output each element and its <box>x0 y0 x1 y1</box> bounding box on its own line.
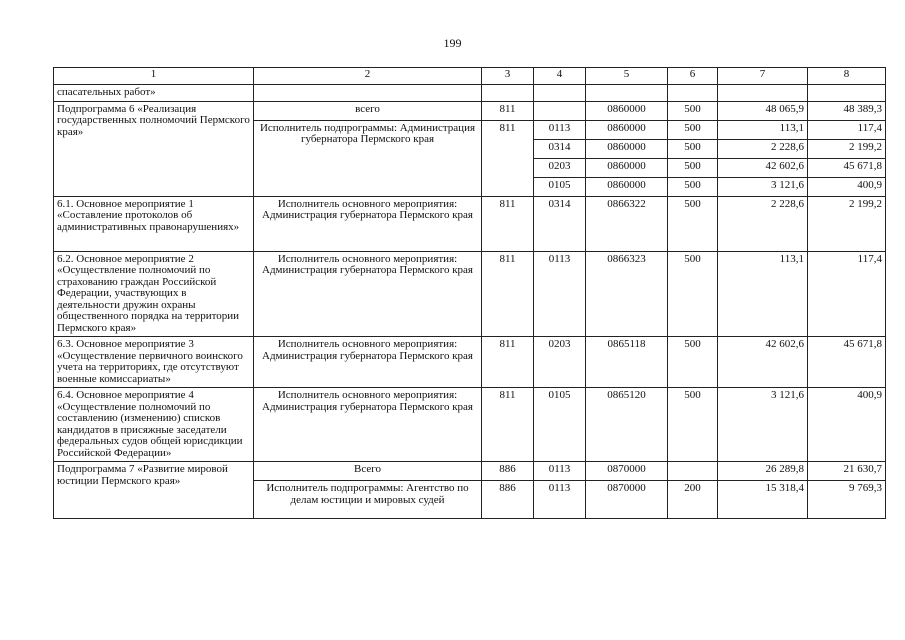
amount-col7: 3 121,6 <box>718 177 808 196</box>
event-executor: Исполнитель основного мероприятия: Администрация губернатора Пермского края <box>254 251 482 337</box>
target-article-code: 0870000 <box>586 481 668 519</box>
event-executor: Исполнитель основного мероприятия: Администрация губернатора Пермского края <box>254 337 482 388</box>
event-row-6-4 <box>54 388 886 462</box>
header-cell: 2 <box>254 68 482 85</box>
section-code: 0113 <box>534 251 586 337</box>
expense-type-code: 500 <box>668 139 718 158</box>
header-row <box>54 68 886 85</box>
amount-col7: 3 121,6 <box>718 388 808 462</box>
target-article-code: 0860000 <box>586 177 668 196</box>
event-name: 6.3. Основное мероприятие 3 «Осуществление первичного воинского учета на территориях, где отсутствуют военные комиссариаты» <box>54 337 254 388</box>
target-article-code: 0865120 <box>586 388 668 462</box>
expense-type-code: 500 <box>668 388 718 462</box>
total-label: Всего <box>254 462 482 481</box>
total-label: всего <box>254 101 482 120</box>
event-executor: Исполнитель основного мероприятия: Администрация губернатора Пермского края <box>254 388 482 462</box>
expense-type-code: 500 <box>668 120 718 139</box>
section-code: 0314 <box>534 139 586 158</box>
section-code: 0105 <box>534 388 586 462</box>
section-code: 0113 <box>534 462 586 481</box>
amount-col8: 21 630,7 <box>808 462 886 481</box>
expense-type-code: 500 <box>668 158 718 177</box>
subprogram-7-total-row <box>54 462 886 481</box>
target-article-code: 0860000 <box>586 158 668 177</box>
amount-col8: 45 671,8 <box>808 337 886 388</box>
amount-col8: 45 671,8 <box>808 158 886 177</box>
event-name: 6.4. Основное мероприятие 4 «Осуществление полномочий по составлению (изменению) списков кандидатов в присяжные заседатели федеральных судов общей юрисдикции Российской Федерации» <box>54 388 254 462</box>
event-executor: Исполнитель основного мероприятия: Администрация губернатора Пермского края <box>254 196 482 251</box>
amount-col7: 2 228,6 <box>718 196 808 251</box>
header-cell: 7 <box>718 68 808 85</box>
section-code <box>534 101 586 120</box>
amount-col8: 117,4 <box>808 120 886 139</box>
amount-col8: 48 389,3 <box>808 101 886 120</box>
amount-col7: 113,1 <box>718 120 808 139</box>
subprogram-6-total-row <box>54 101 886 120</box>
event-name: 6.2. Основное мероприятие 2 «Осуществление полномочий по страхованию граждан Российской Федерации, участвующих в деятельности дружин охраны общественного порядка на территории Пермского края» <box>54 251 254 337</box>
amount-col7: 42 602,6 <box>718 158 808 177</box>
expense-type-code: 200 <box>668 481 718 519</box>
amount-col7: 113,1 <box>718 251 808 337</box>
amount-col7: 42 602,6 <box>718 337 808 388</box>
grbs-code: 811 <box>482 120 534 196</box>
target-article-code: 0866323 <box>586 251 668 337</box>
amount-col7: 26 289,8 <box>718 462 808 481</box>
target-article-code: 0865118 <box>586 337 668 388</box>
amount-col7: 15 318,4 <box>718 481 808 519</box>
expense-type-code: 500 <box>668 196 718 251</box>
header-cell: 6 <box>668 68 718 85</box>
subprogram-7-name: Подпрограмма 7 «Развитие мировой юстиции Пермского края» <box>54 462 254 519</box>
amount-col8: 400,9 <box>808 177 886 196</box>
section-code: 0113 <box>534 481 586 519</box>
expense-type-code <box>668 462 718 481</box>
expense-type-code: 500 <box>668 337 718 388</box>
budget-table <box>53 67 886 519</box>
continuation-row <box>54 85 886 102</box>
event-name: 6.1. Основное мероприятие 1 «Составление протоколов об административных правонарушениях» <box>54 196 254 251</box>
amount-col7: 2 228,6 <box>718 139 808 158</box>
target-article-code: 0866322 <box>586 196 668 251</box>
grbs-code: 811 <box>482 388 534 462</box>
section-code: 0203 <box>534 337 586 388</box>
amount-col8: 117,4 <box>808 251 886 337</box>
header-cell: 3 <box>482 68 534 85</box>
amount-col7: 48 065,9 <box>718 101 808 120</box>
section-code: 0203 <box>534 158 586 177</box>
expense-type-code: 500 <box>668 251 718 337</box>
subprogram-6-executor: Исполнитель подпрограммы: Администрация губернатора Пермского края <box>254 120 482 196</box>
event-row-6-1 <box>54 196 886 251</box>
grbs-code: 886 <box>482 462 534 481</box>
grbs-code: 886 <box>482 481 534 519</box>
section-code: 0113 <box>534 120 586 139</box>
amount-col8: 400,9 <box>808 388 886 462</box>
amount-col8: 9 769,3 <box>808 481 886 519</box>
expense-type-code: 500 <box>668 101 718 120</box>
subprogram-6-name: Подпрограмма 6 «Реализация государственных полномочий Пермского края» <box>54 101 254 196</box>
target-article-code: 0860000 <box>586 139 668 158</box>
target-article-code: 0860000 <box>586 101 668 120</box>
target-article-code: 0870000 <box>586 462 668 481</box>
event-row-6-2 <box>54 251 886 337</box>
continuation-text: спасательных работ» <box>54 85 254 102</box>
subprogram-7-executor: Исполнитель подпрограммы: Агентство по делам юстиции и мировых судей <box>254 481 482 519</box>
amount-col8: 2 199,2 <box>808 196 886 251</box>
header-cell: 5 <box>586 68 668 85</box>
grbs-code: 811 <box>482 196 534 251</box>
section-code: 0314 <box>534 196 586 251</box>
header-cell: 4 <box>534 68 586 85</box>
grbs-code: 811 <box>482 251 534 337</box>
amount-col8: 2 199,2 <box>808 139 886 158</box>
header-cell: 1 <box>54 68 254 85</box>
event-row-6-3 <box>54 337 886 388</box>
header-cell: 8 <box>808 68 886 85</box>
expense-type-code: 500 <box>668 177 718 196</box>
grbs-code: 811 <box>482 337 534 388</box>
page-number: 199 <box>443 36 462 50</box>
section-code: 0105 <box>534 177 586 196</box>
grbs-code: 811 <box>482 101 534 120</box>
target-article-code: 0860000 <box>586 120 668 139</box>
